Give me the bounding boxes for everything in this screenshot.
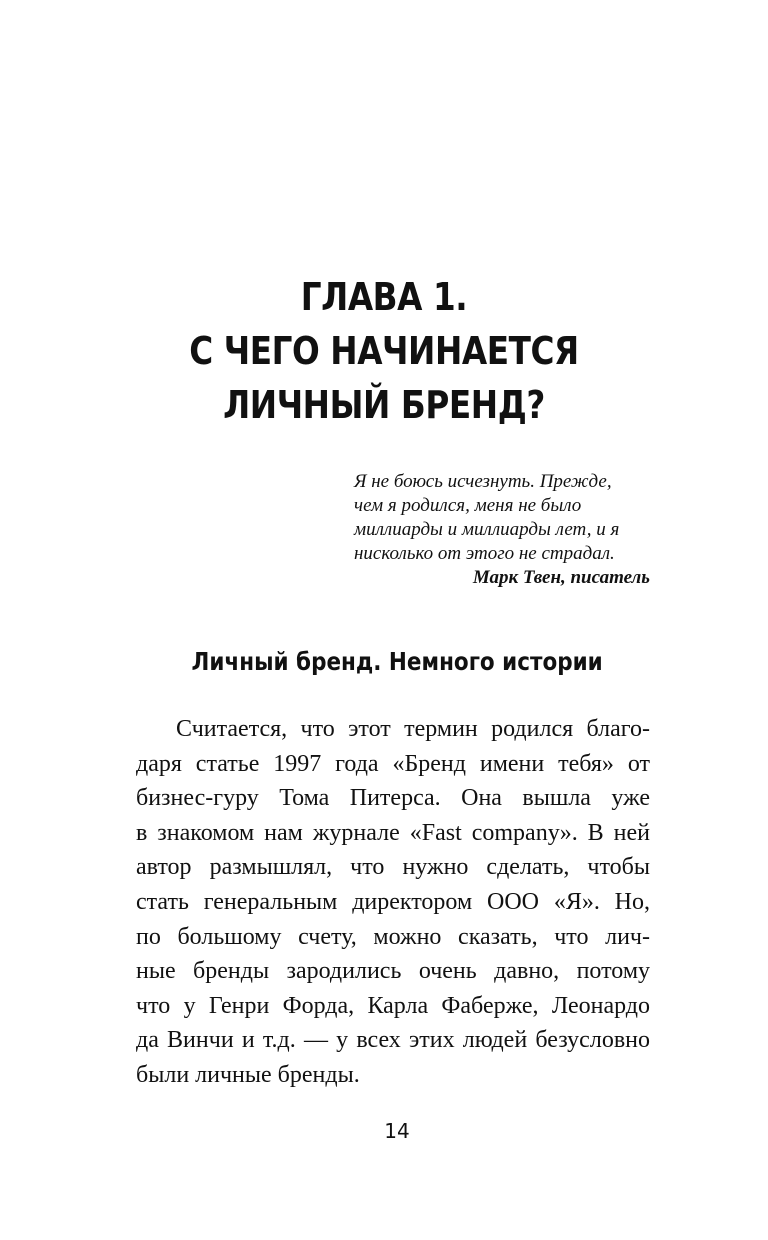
epigraph-line: Я не боюсь исчезнуть. Прежде, — [354, 471, 612, 492]
chapter-title — [54, 270, 714, 432]
epigraph-line: чем я родился, меня не было — [354, 495, 582, 516]
body-line: что у Генри Форда, Карла Фаберже, Леонардо — [136, 992, 650, 1019]
body-line: даря статье 1997 года «Бренд имени тебя» от — [136, 750, 650, 777]
page-number: 14 — [384, 1119, 410, 1143]
body-line: ные бренды зародились очень давно, потому — [136, 958, 650, 985]
body-line: были личные бренды. — [136, 1061, 360, 1088]
chapter-title-line: ГЛАВА 1. — [300, 275, 468, 319]
section-heading: Личный бренд. Немного истории — [191, 647, 603, 676]
body-line: бизнес-гуру Тома Питерса. Она вышла уже — [136, 785, 650, 812]
body-line: по большому счету, можно сказать, что лич- — [136, 923, 650, 950]
epigraph — [354, 470, 654, 590]
body-paragraph — [136, 712, 650, 1093]
chapter-title-line: С ЧЕГО НАЧИНАЕТСЯ — [189, 329, 579, 373]
body-line: автор размышлял, что нужно сделать, чтобы — [136, 854, 650, 881]
epigraph-line: миллиарды и миллиарды лет, и я — [354, 519, 620, 540]
body-line: Считается, что этот термин родился благо- — [176, 716, 650, 742]
body-line: в знакомом нам журнале «Fast company». В ней — [136, 819, 650, 846]
chapter-title-line: ЛИЧНЫЙ БРЕНД? — [223, 383, 545, 427]
epigraph-line: нисколько от этого не страдал. — [354, 543, 615, 564]
body-line: да Винчи и т.д. — у всех этих людей безусловно — [136, 1027, 650, 1054]
epigraph-author: Марк Твен, писатель — [472, 567, 650, 588]
body-line: стать генеральным директором ООО «Я». Но, — [136, 888, 650, 915]
